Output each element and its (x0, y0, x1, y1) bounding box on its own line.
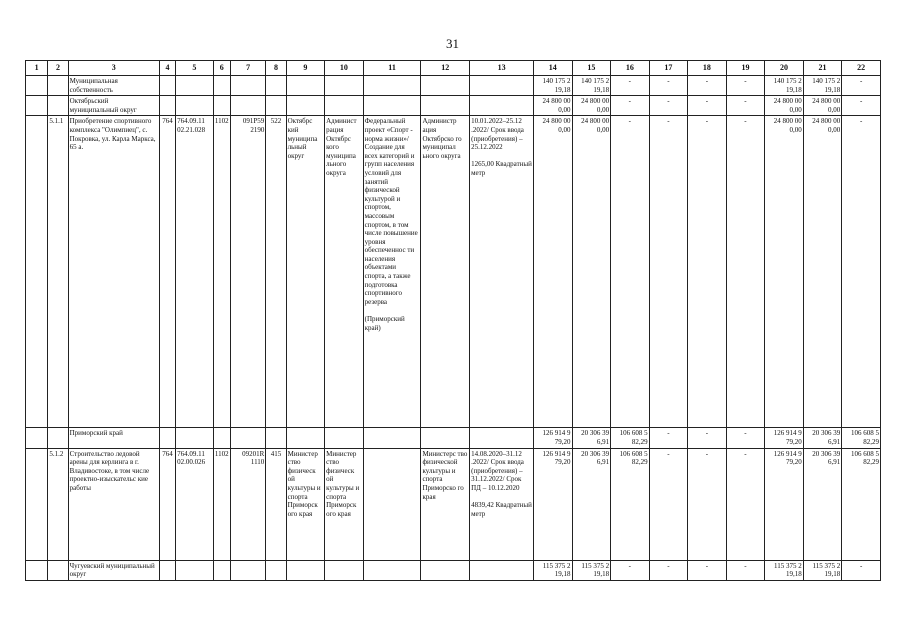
table-row (26, 448, 881, 560)
table-cell: 5.1.1 (48, 116, 68, 428)
table-cell: 24 800 00 0,00 (803, 96, 842, 116)
table-cell: 20 306 39 6,91 (572, 428, 611, 448)
table-cell: Октябрс кий муниципа льный округ (286, 116, 325, 428)
table-cell: - (649, 116, 688, 428)
table-cell: - (726, 96, 765, 116)
table-cell (363, 428, 421, 448)
table-cell (325, 76, 364, 96)
column-number-cell: 22 (842, 61, 881, 76)
column-number-cell: 18 (688, 61, 727, 76)
table-cell (325, 560, 364, 580)
table-cell (26, 560, 48, 580)
table-cell: - (842, 560, 881, 580)
table-cell: - (842, 96, 881, 116)
column-number-row (26, 61, 881, 76)
table-cell (230, 76, 265, 96)
table-row (26, 76, 881, 96)
table-cell: Федеральный проект «Спорт - норма жизни»/ Создание для всех категорий и групп населения условий для занятий физической культурой и спортом, массовым спортом, в том числе повышение уровня обеспеченнос ти населения объектами спорта, а также подготовка спортивного резерва (Приморский край) (363, 116, 421, 428)
table-cell: - (688, 448, 727, 560)
table-cell: 5.1.2 (48, 448, 68, 560)
table-cell: 764.09.11 02.21.028 (176, 116, 214, 428)
table-cell: 106 608 5 82,29 (611, 428, 650, 448)
table-cell: 10.01.2022–25.12 .2022/ Срок ввода (приобретения) – 25.12.2022 1265,00 Квадратный метр (470, 116, 534, 428)
table-cell (159, 428, 175, 448)
table-cell: 522 (266, 116, 286, 428)
table-cell (266, 428, 286, 448)
table-cell: - (842, 76, 881, 96)
table-cell (363, 448, 421, 560)
table-cell (470, 428, 534, 448)
table-cell: 24 800 00 0,00 (534, 96, 573, 116)
table-cell (266, 96, 286, 116)
table-cell (325, 428, 364, 448)
table-cell (176, 560, 214, 580)
table-cell: 20 306 39 6,91 (803, 448, 842, 560)
table-cell: 764 (159, 448, 175, 560)
table-cell: 115 375 2 19,18 (572, 560, 611, 580)
budget-table (25, 60, 881, 581)
table-cell: - (649, 428, 688, 448)
table-cell: 140 175 2 19,18 (765, 76, 804, 96)
table-cell (266, 560, 286, 580)
table-cell: 20 306 39 6,91 (803, 428, 842, 448)
table-cell: - (726, 560, 765, 580)
table-cell (176, 428, 214, 448)
column-number-cell: 14 (534, 61, 573, 76)
table-cell: 09201R 1110 (230, 448, 265, 560)
table-cell (286, 96, 325, 116)
table-cell: - (611, 116, 650, 428)
column-number-cell: 1 (26, 61, 48, 76)
table-cell: - (688, 560, 727, 580)
table-cell: - (649, 76, 688, 96)
table-cell: 24 800 00 0,00 (803, 116, 842, 428)
table-cell (230, 560, 265, 580)
table-cell: - (649, 96, 688, 116)
table-cell (159, 76, 175, 96)
page-number: 31 (446, 36, 459, 51)
table-cell (26, 76, 48, 96)
table-cell: Приобретение спортивного комплекса "Олимпиец", с. Покровка, ул. Карла Маркса, 65 а. (68, 116, 159, 428)
table-row (26, 428, 881, 448)
table-cell (230, 96, 265, 116)
table-cell: Приморский край (68, 428, 159, 448)
column-number-cell: 12 (421, 61, 470, 76)
table-cell: - (726, 428, 765, 448)
table-cell (421, 96, 470, 116)
column-number-cell: 19 (726, 61, 765, 76)
table-cell: 20 306 39 6,91 (572, 448, 611, 560)
table-cell: 115 375 2 19,18 (765, 560, 804, 580)
column-number-cell: 15 (572, 61, 611, 76)
column-number-cell: 16 (611, 61, 650, 76)
column-number-cell: 7 (230, 61, 265, 76)
column-number-cell: 11 (363, 61, 421, 76)
table-cell: 24 800 00 0,00 (572, 116, 611, 428)
table-cell: Администр ация Октябрско го муниципал ьного округа (421, 116, 470, 428)
table-cell: Министер ство физическ ой культуры и спорта Приморск ого края (325, 448, 364, 560)
table-cell (213, 560, 230, 580)
table-cell (26, 116, 48, 428)
table-cell: 115 375 2 19,18 (803, 560, 842, 580)
column-number-cell: 21 (803, 61, 842, 76)
table-cell (266, 76, 286, 96)
table-cell: 091Р59 2190 (230, 116, 265, 428)
column-number-cell: 3 (68, 61, 159, 76)
column-number-cell: 8 (266, 61, 286, 76)
table-cell (286, 76, 325, 96)
column-number-cell: 4 (159, 61, 175, 76)
table-cell (470, 76, 534, 96)
table-cell (363, 96, 421, 116)
table-cell: 140 175 2 19,18 (572, 76, 611, 96)
table-cell (159, 560, 175, 580)
table-cell: 764.09.11 02.00.026 (176, 448, 214, 560)
table-cell (363, 76, 421, 96)
column-number-cell: 17 (649, 61, 688, 76)
column-number-cell: 2 (48, 61, 68, 76)
table-cell (26, 448, 48, 560)
table-cell: Чугуевский муниципальный округ (68, 560, 159, 580)
table-cell (325, 96, 364, 116)
table-cell: Строительство ледовой арены для керлинга в г. Владивостоке, в том числе проектно-изыскательс кие работы (68, 448, 159, 560)
table-cell: - (688, 76, 727, 96)
table-cell: - (688, 428, 727, 448)
table-cell: - (611, 76, 650, 96)
table-cell: - (842, 116, 881, 428)
table-cell: 106 608 5 82,29 (842, 428, 881, 448)
column-number-cell: 13 (470, 61, 534, 76)
column-number-cell: 6 (213, 61, 230, 76)
table-cell (48, 76, 68, 96)
table-cell: - (688, 116, 727, 428)
table-cell (421, 560, 470, 580)
table-cell (421, 76, 470, 96)
table-cell (213, 428, 230, 448)
table-cell (48, 560, 68, 580)
table-cell (363, 560, 421, 580)
table-cell (26, 428, 48, 448)
table-cell (176, 76, 214, 96)
table-cell: - (726, 116, 765, 428)
column-number-cell: 9 (286, 61, 325, 76)
table-cell (48, 96, 68, 116)
table-cell: 24 800 00 0,00 (765, 116, 804, 428)
table-cell: - (649, 448, 688, 560)
table-cell: 764 (159, 116, 175, 428)
table-cell (230, 428, 265, 448)
table-cell (48, 428, 68, 448)
table-cell: - (649, 560, 688, 580)
table-cell: 1102 (213, 448, 230, 560)
table-cell: - (688, 96, 727, 116)
table-cell: 126 914 9 79,20 (765, 448, 804, 560)
table-cell: 126 914 9 79,20 (534, 428, 573, 448)
table-cell: 24 800 00 0,00 (572, 96, 611, 116)
table-cell: 140 175 2 19,18 (534, 76, 573, 96)
table-cell: Октябрьский муниципальный округ (68, 96, 159, 116)
table-cell: - (611, 96, 650, 116)
table-cell: 106 608 5 82,29 (842, 448, 881, 560)
table-cell: 24 800 00 0,00 (765, 96, 804, 116)
table-cell: - (726, 448, 765, 560)
table-cell (470, 560, 534, 580)
table-cell (213, 76, 230, 96)
column-number-cell: 5 (176, 61, 214, 76)
table-cell: 140 175 2 19,18 (803, 76, 842, 96)
table-cell (26, 96, 48, 116)
table-cell: 126 914 9 79,20 (534, 448, 573, 560)
table-row (26, 560, 881, 580)
table-row (26, 116, 881, 428)
table-cell: 106 608 5 82,29 (611, 448, 650, 560)
column-number-cell: 20 (765, 61, 804, 76)
table-cell: - (726, 76, 765, 96)
table-cell: Министер ство физическ ой культуры и спорта Приморск ого края (286, 448, 325, 560)
table-cell: Админист рация Октябрс кого муниципа льного округа (325, 116, 364, 428)
table-cell: 14.08.2020–31.12 .2022/ Срок ввода (приобретения) – 31.12.2022/ Срок ПД – 10.12.2020 4839,42 Квадратный метр (470, 448, 534, 560)
table-cell: 126 914 9 79,20 (765, 428, 804, 448)
table-cell (470, 96, 534, 116)
table-cell (176, 96, 214, 116)
table-row (26, 96, 881, 116)
table-cell: Муниципальная собственность (68, 76, 159, 96)
table-cell: 24 800 00 0,00 (534, 116, 573, 428)
table-cell (286, 560, 325, 580)
table-cell (213, 96, 230, 116)
table-cell (286, 428, 325, 448)
table-cell: Министерс тво физической культуры и спорта Приморско го края (421, 448, 470, 560)
column-number-cell: 10 (325, 61, 364, 76)
table-cell: 115 375 2 19,18 (534, 560, 573, 580)
table-cell: - (611, 560, 650, 580)
table-cell: 415 (266, 448, 286, 560)
table-cell (421, 428, 470, 448)
table-cell: 1102 (213, 116, 230, 428)
table-cell (159, 96, 175, 116)
